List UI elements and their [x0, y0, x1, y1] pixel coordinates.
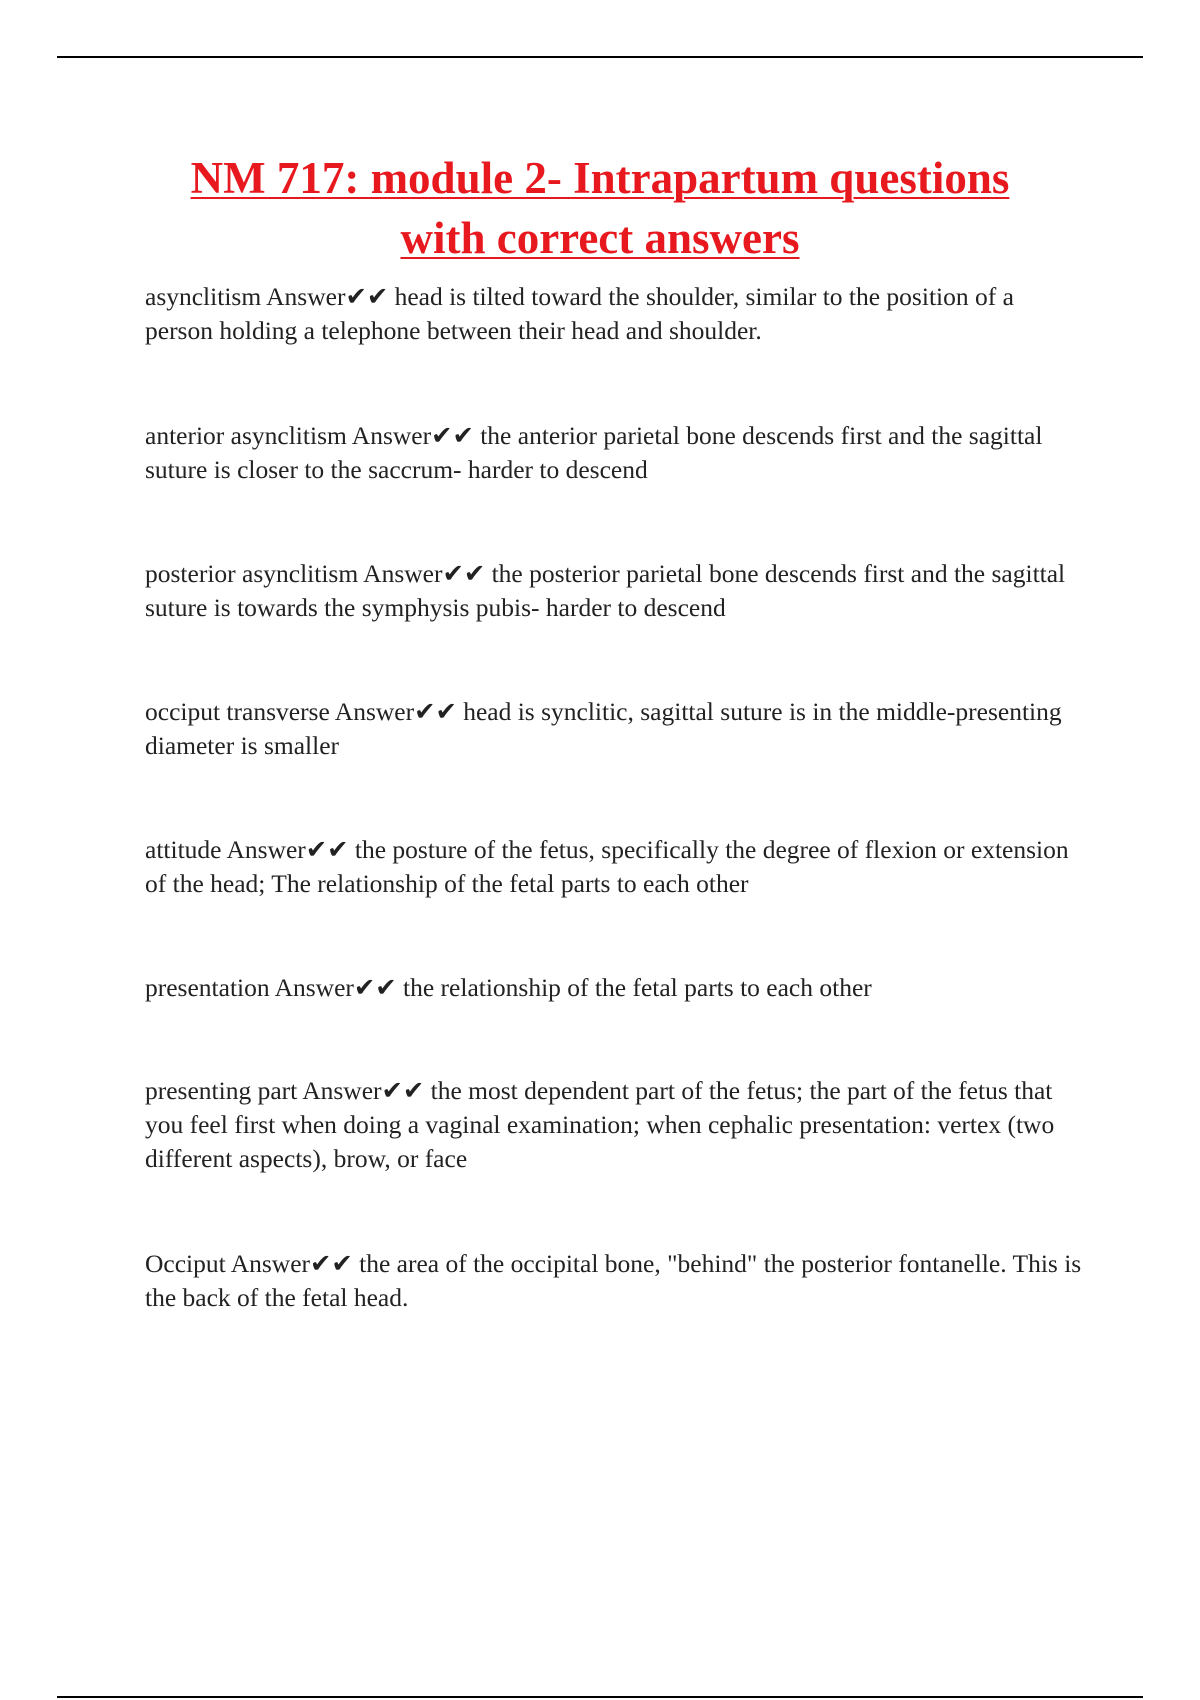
title-line-1: NM 717: module 2- Intrapartum questions — [190, 153, 1010, 203]
qa-entry-anterior-asynclitism — [145, 419, 1085, 487]
bottom-rule — [57, 1696, 1143, 1698]
answer-separator: Answer✔✔ — [358, 559, 492, 588]
answer-separator: Answer✔✔ — [221, 835, 355, 864]
qa-entry-asynclitism — [145, 280, 1085, 348]
entry-term: occiput transverse — [145, 697, 330, 726]
entry-answer: the most dependent part of the fetus; the part of the fetus that you feel first when doing a vaginal examination; when cephalic presentation: vertex (two different aspects), brow, or face — [145, 1076, 1055, 1173]
answer-separator: Answer✔✔ — [269, 973, 404, 1002]
entry-term: presentation — [145, 973, 270, 1002]
entry-answer: the relationship of the fetal parts to each other — [403, 973, 872, 1002]
answer-separator: Answer✔✔ — [297, 1076, 431, 1105]
entry-term: Occiput — [145, 1249, 226, 1278]
answer-separator: Answer✔✔ — [346, 421, 481, 450]
entry-answer: head is synclitic, sagittal suture is in the middle-presenting diameter is smaller — [145, 697, 1062, 760]
answer-separator: Answer✔✔ — [225, 1249, 360, 1278]
qa-entry-presenting-part — [145, 1074, 1085, 1176]
entry-term: asynclitism — [145, 282, 262, 311]
entry-term: attitude — [145, 835, 222, 864]
qa-entry-presentation — [145, 971, 1085, 1005]
qa-entry-occiput-transverse — [145, 695, 1085, 763]
title-line-2: with correct answers — [400, 213, 800, 263]
answer-separator: Answer✔✔ — [329, 697, 464, 726]
entry-term: anterior asynclitism — [145, 421, 347, 450]
entry-answer: the area of the occipital bone, "behind" the posterior fontanelle. This is the back of the fetal head. — [145, 1249, 1082, 1312]
entry-answer: the posterior parietal bone descends first and the sagittal suture is towards the symphysis pubis- harder to descend — [145, 559, 1066, 622]
entry-term: posterior asynclitism — [145, 559, 359, 588]
entry-answer: the anterior parietal bone descends first and the sagittal suture is closer to the saccrum- harder to descend — [145, 421, 1043, 484]
qa-entry-occiput — [145, 1247, 1085, 1315]
qa-entry-posterior-asynclitism — [145, 557, 1085, 625]
entry-answer: head is tilted toward the shoulder, similar to the position of a person holding a telephone between their head and shoulder. — [145, 282, 1014, 345]
answer-separator: Answer✔✔ — [261, 282, 395, 311]
qa-entry-attitude — [145, 833, 1085, 901]
entry-answer: the posture of the fetus, specifically the degree of flexion or extension of the head; The relationship of the fetal parts to each other — [145, 835, 1069, 898]
entry-term: presenting part — [145, 1076, 298, 1105]
